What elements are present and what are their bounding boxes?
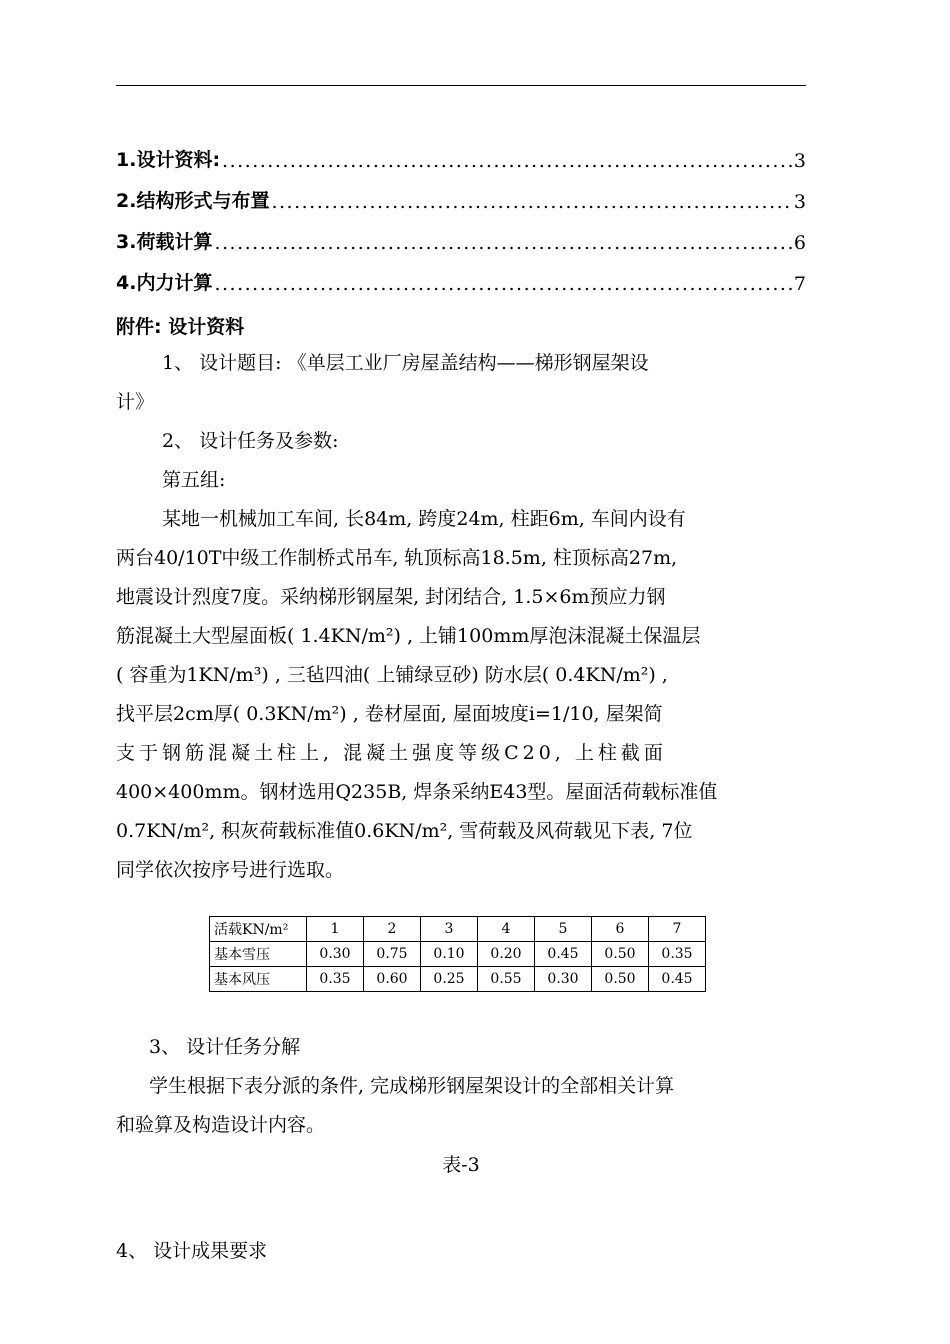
table-cell: 活载KN/m² (210, 917, 307, 942)
description-line: 地震设计烈度7度。采纳梯形钢屋架, 封闭结合, 1.5×6m预应力钢 (116, 586, 666, 608)
table-cell: 0.55 (478, 967, 535, 992)
toc-entry[interactable] (116, 142, 806, 172)
table-cell: 2 (364, 917, 421, 942)
item3-title: 3、 设计任务分解 (149, 1036, 301, 1058)
table-row (210, 942, 706, 967)
table-cell: 0.45 (649, 967, 706, 992)
toc-leader (271, 191, 791, 213)
description-line: 400×400mm。钢材选用Q235B, 焊条采纳E43型。屋面活荷载标准值 (116, 781, 718, 803)
item3-line: 和验算及构造设计内容。 (116, 1114, 326, 1136)
description-line: 找平层2cm厚( 0.3KN/m²) , 卷材屋面, 屋面坡度i=1/10, 屋架简 (116, 703, 663, 725)
table-row (210, 967, 706, 992)
description-paragraph (116, 500, 806, 890)
table-cell: 0.30 (307, 942, 364, 967)
table-cell: 0.75 (364, 942, 421, 967)
toc-label: 2.结构形式与布置 (116, 190, 270, 212)
toc-leader (222, 150, 792, 172)
toc-leader (214, 273, 791, 295)
description-line: 某地一机械加工车间, 长84m, 跨度24m, 柱距6m, 车间内设有 (162, 508, 686, 530)
table-cell: 0.25 (421, 967, 478, 992)
table-cell: 0.30 (535, 967, 592, 992)
table-cell: 0.60 (364, 967, 421, 992)
item4-title: 4、 设计成果要求 (116, 1240, 268, 1262)
table-cell: 0.50 (592, 942, 649, 967)
toc-page: 3 (793, 150, 806, 172)
toc-entry[interactable] (116, 224, 806, 254)
description-line: ( 容重为1KN/m³) , 三毡四油( 上铺绿豆砂) 防水层( 0.4KN/m²) , (116, 664, 668, 686)
item3-line: 学生根据下表分派的条件, 完成梯形钢屋架设计的全部相关计算 (149, 1075, 675, 1097)
item2-title-text: 2、 设计任务及参数: (162, 430, 339, 452)
toc-entry[interactable] (116, 265, 806, 295)
toc-label: 1.设计资料: (116, 149, 221, 171)
description-line: 同学依次按序号进行选取。 (116, 859, 345, 881)
description-line: 筋混凝土大型屋面板( 1.4KN/m²) , 上铺100mm厚泡沫混凝土保温层 (116, 625, 701, 647)
table-cell: 0.45 (535, 942, 592, 967)
appendix-heading: 附件: 设计资料 (116, 316, 245, 338)
toc-label: 3.荷载计算 (116, 231, 213, 253)
toc-leader (214, 232, 791, 254)
toc-page: 6 (793, 232, 806, 254)
table-cell: 0.50 (592, 967, 649, 992)
toc-page: 7 (793, 273, 806, 295)
table-cell: 7 (649, 917, 706, 942)
table-cell: 6 (592, 917, 649, 942)
table-cell: 0.10 (421, 942, 478, 967)
item1-line2: 计》 (116, 391, 155, 413)
item2-group: 第五组: (162, 469, 226, 491)
toc-label: 4.内力计算 (116, 272, 213, 294)
table-cell: 5 (535, 917, 592, 942)
table-cell: 基本雪压 (210, 942, 307, 967)
table-cell: 3 (421, 917, 478, 942)
description-line: 支于钢筋混凝土柱上, 混凝土强度等级C20, 上柱截面 (116, 742, 667, 764)
item3-paragraph (116, 1028, 806, 1145)
item2-title (116, 422, 806, 500)
item1-line1: 1、 设计题目: 《单层工业厂房屋盖结构——梯形钢屋架设 (162, 352, 649, 374)
table-header-row (210, 917, 706, 942)
table-cell: 4 (478, 917, 535, 942)
header-rule (116, 85, 806, 86)
load-table (209, 916, 706, 992)
table-cell: 1 (307, 917, 364, 942)
table-cell: 0.35 (307, 967, 364, 992)
description-line: 两台40/10T中级工作制桥式吊车, 轨顶标高18.5m, 柱顶标高27m, (116, 547, 678, 569)
item1-paragraph (116, 344, 806, 422)
table-cell: 0.20 (478, 942, 535, 967)
table-cell: 0.35 (649, 942, 706, 967)
toc-page: 3 (793, 191, 806, 213)
table-caption: 表-3 (442, 1154, 480, 1176)
toc-entry[interactable] (116, 183, 806, 213)
table-cell: 基本风压 (210, 967, 307, 992)
description-line: 0.7KN/m², 积灰荷载标准值0.6KN/m², 雪荷载及风荷载见下表, 7位 (116, 820, 693, 842)
